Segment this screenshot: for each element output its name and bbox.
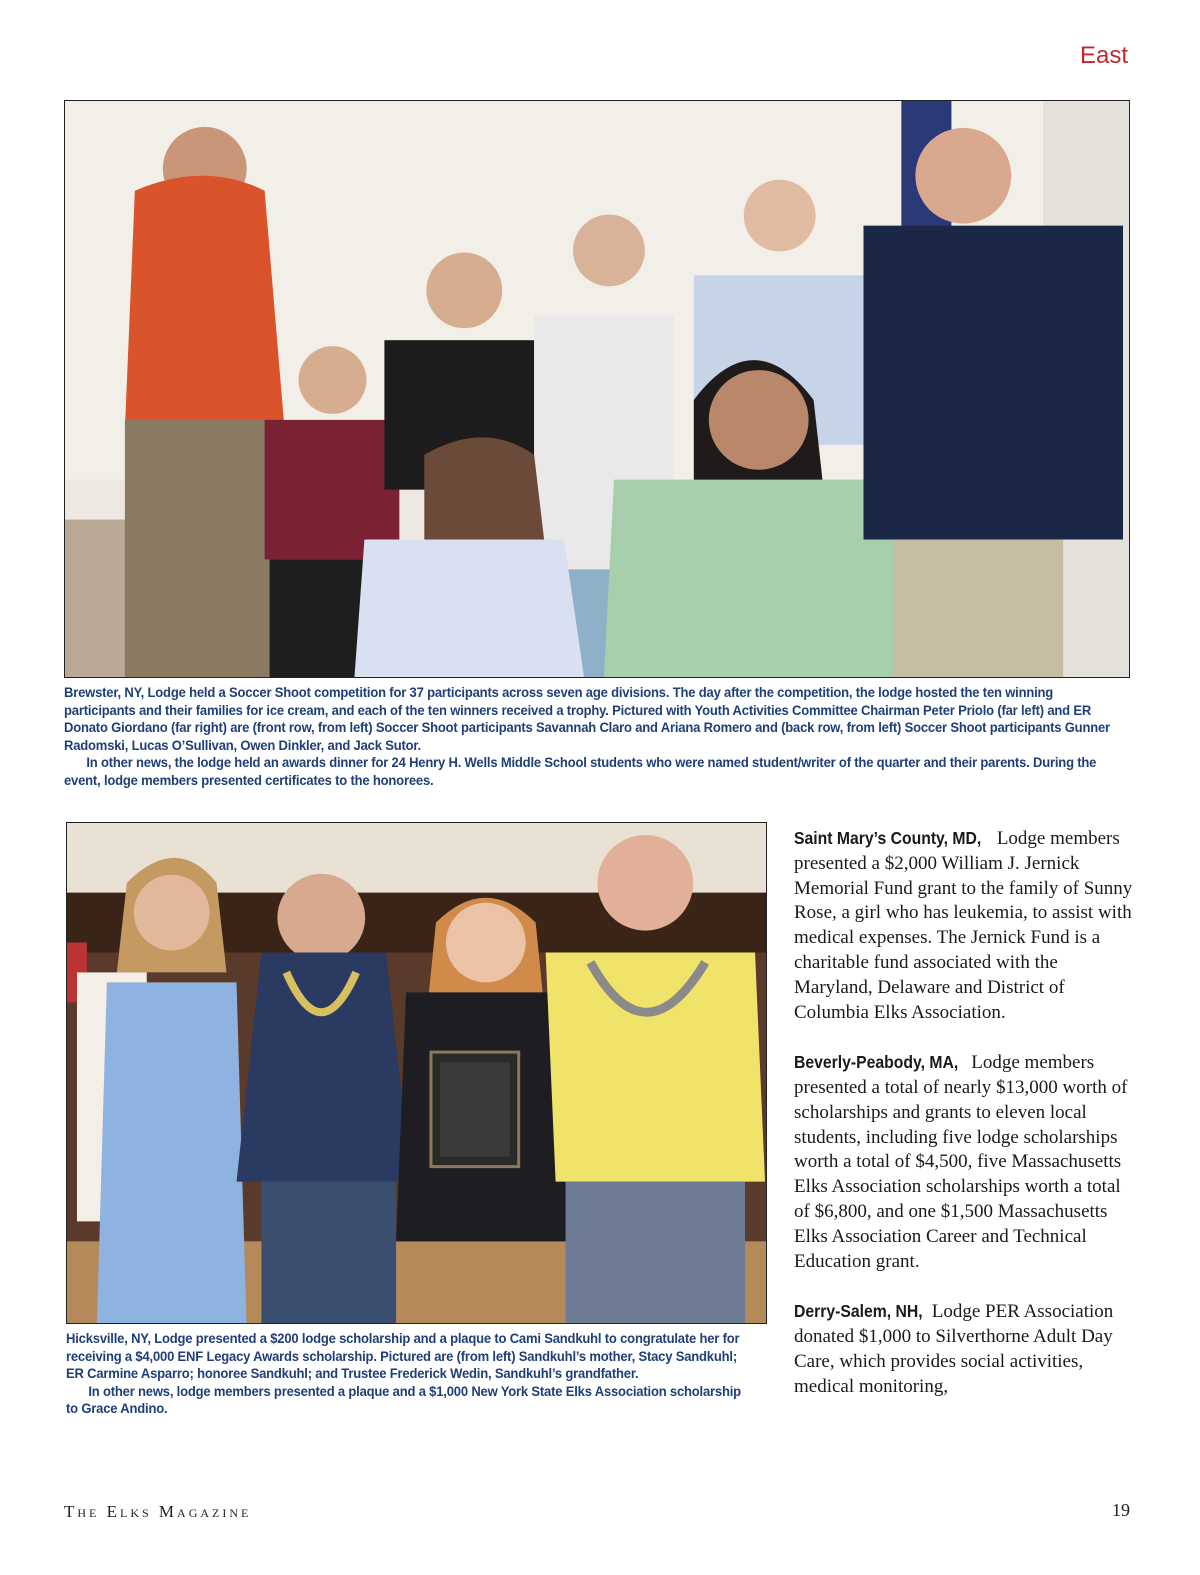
news-item (794, 1299, 1134, 1399)
caption-brewster-main (64, 684, 1120, 754)
caption-hicksville-text: Lodge presented a $200 lodge scholarship and a plaque to Cami Sandkuhl to congratulate her for receiving a $4,000 ENF Legacy Awards scholarship. Pictured are (from left) Sandkuhl’s mother, Stacy Sandkuhl; ER Carmine Asparro; honoree Sandkuhl; and Trustee Frederick Wedin, Sandkuhl’s grandfather. (66, 1330, 740, 1381)
news-item (794, 826, 1134, 1025)
photo-brewster-group (64, 100, 1130, 678)
caption-brewster-place: Brewster, NY, (64, 684, 145, 700)
photo-hicksville-presentation (66, 822, 767, 1324)
caption-brewster-text: Lodge held a Soccer Shoot competition for 37 participants across seven age divisions. The day after the competition, the lodge hosted the ten winning participants and their families for ice cream, and each of the ten winners received a trophy. Pictured with Youth Activities Committee Chairman Peter Priolo (far left) and ER Donato Giordano (far right) are (front row, from left) Soccer Shoot participants Savannah Claro and Ariana Romero and (back row, from left) Soccer Shoot participants Gunner Radomski, Lucas O’Sullivan, Owen Dinkler, and Jack Sutor. (64, 684, 1110, 753)
caption-brewster (64, 684, 1120, 789)
caption-hicksville-main (66, 1330, 754, 1383)
section-label: East (1079, 42, 1128, 69)
news-item-lead: Saint Mary’s County, MD, (794, 828, 982, 848)
news-item-text: Lodge PER Association donated $1,000 to Silverthorne Adult Day Care, which provides social activities, medical monitoring, (794, 1301, 1114, 1397)
news-item-lead: Beverly-Peabody, MA, (794, 1052, 959, 1073)
news-item (794, 1050, 1134, 1274)
news-item-lead: Derry-Salem, NH, (794, 1301, 923, 1322)
page-number: 19 (1112, 1500, 1130, 1520)
news-column (794, 826, 1134, 1424)
caption-hicksville-place: Hicksville, NY, (66, 1330, 151, 1346)
news-item-text: Lodge members presented a total of nearly $13,000 worth of scholarships and grants to eleven local students, including five lodge scholarships worth a total of $4,500, five Massachusetts Elks Association scholarships worth a total of $6,800, and one $1,500 Massachusetts Elks Association Career and Technical Education grant. (794, 1052, 1128, 1272)
caption-hicksville (66, 1330, 754, 1418)
caption-brewster-extra: In other news, the lodge held an awards dinner for 24 Henry H. Wells Middle School students who were named student/writer of the quarter and their parents. During the event, lodge members presented certificates to the honorees. (64, 754, 1097, 788)
photo-hicksville-illustration (67, 823, 766, 1323)
magazine-title: The Elks Magazine (64, 1502, 252, 1521)
news-item-text: Lodge members presented a $2,000 William J. Jernick Memorial Fund grant to the family of Sunny Rose, a girl who has leukemia, to assist with medical expenses. The Jernick Fund is a charitable fund associated with the Maryland, Delaware and District of Columbia Elks Association. (794, 828, 1133, 1023)
photo-brewster-illustration (65, 101, 1129, 677)
caption-hicksville-extra: In other news, lodge members presented a plaque and a $1,000 New York State Elks Association scholarship to Grace Andino. (66, 1382, 741, 1416)
